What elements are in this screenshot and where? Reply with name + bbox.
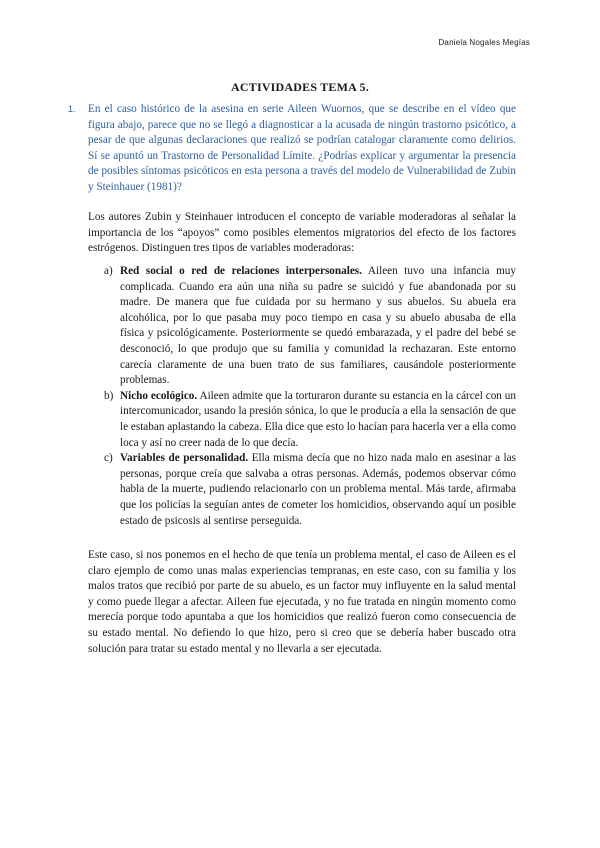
item-heading: Red social o red de relaciones interpersonales.	[120, 265, 362, 277]
question-text: En el caso histórico de la asesina en serie Aileen Wuornos, que se describe en el vídeo que figura abajo, parece que no se llegó a diagnosticar a la acusada de ningún trastorno psicótico, a pesar de que algunas declaraciones que realizó se podrían catalogar claramente como delirios. Sí se apuntó un Trastorno de Personalidad Límite. ¿Podrías explicar y argumentar la presencia de posibles síntomas psicóticos en esta persona a través del modelo de Vulnerabilidad de Zubin y Steinhauer (1981)?	[88, 103, 516, 193]
list-item	[88, 451, 516, 529]
item-text: Ella misma decía que no hizo nada malo en asesinar a las personas, porque creía que salvaba a otras personas. Además, podemos observar cómo habla de la muerte, pudiendo relacionarlo con un problema mental. Más tarde, afirmaba que los policías la seguían antes de cometer los homicidios, observando aquí un posible estado de psicosis al sentirse perseguida.	[120, 452, 516, 527]
document-title: ACTIVIDADES TEMA 5.	[231, 80, 369, 94]
question-number: 1.	[68, 104, 76, 114]
question-block	[68, 102, 516, 196]
item-text: Aileen tuvo una infancia muy complicada. Cuando era aún una niña su padre se suicidó y fue abandonada por su madre. De manera que fue cuidada por su hermano y sus abuelos. Su abuela era alcohólica, por lo que pasaba muy poco tiempo en casa y su abuelo abusaba de ella física y psicológicamente. Posteriormente se quedó embarazada, y el padre del bebé se desconoció, lo que produjo que su familia y comunidad la rechazaran. Este entorno carecía claramente de una buen trato de sus familiares, causándole posteriormente problemas.	[120, 265, 516, 387]
list-item	[88, 264, 516, 389]
item-heading: Nicho ecológico.	[120, 389, 198, 402]
intro-paragraph: Los autores Zubin y Steinhauer introducen el concepto de variable moderadoras al señalar la importancia de los “apoyos” como posibles elementos migratorios del efecto de los factores estrógenos. Distinguen tres tipos de variables moderadoras:	[88, 211, 516, 255]
closing-paragraph: Este caso, si nos ponemos en el hecho de que tenía un problema mental, el caso de Aileen es el claro ejemplo de como unas malas experiencias tempranas, en este caso, con su familia y los malos tratos que recibió por parte de su abuelo, es un factor muy influyente en la salud mental y como puede llegar a afectar. Aileen fue ejecutada, y no fue tratada en ningún momento como merecía porque todo apuntaba a que los homicidios que realizó fueron como consecuencia de su estado mental. No defiendo lo que hizo, pero si creo que se debería haber buscado otra solución para tratar su estado mental y no llevarla a ser ejecutada.	[88, 549, 516, 655]
author-name: Daniela Nogales Megías	[438, 38, 530, 47]
item-heading: Variables de personalidad.	[120, 452, 249, 465]
item-text: Aileen admite que la torturaron durante su estancia en la cárcel con un intercomunicador, usando la presión sónica, lo que le producía a ella la sensación de que le estaban aplastando la cabeza. Ella dice que esto lo hacían para hacerla ver a ella como loca y así no creer nada de lo que decía.	[120, 389, 517, 449]
list-marker: b)	[104, 389, 114, 402]
list-marker: a)	[104, 265, 113, 277]
moderator-variables-list	[88, 264, 516, 529]
list-item	[88, 389, 516, 451]
list-marker: c)	[104, 452, 113, 465]
